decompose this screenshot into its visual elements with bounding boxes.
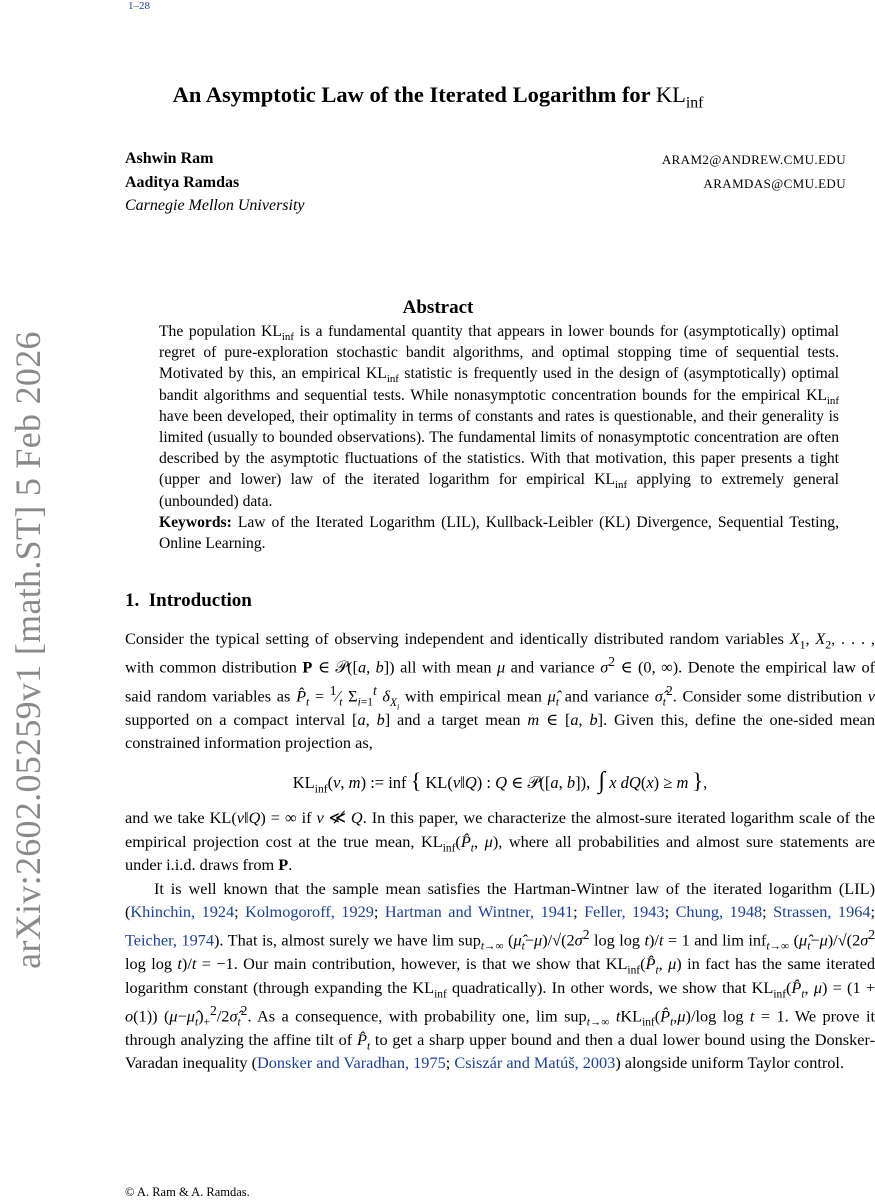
- cite-csiszar-matus[interactable]: Csiszár and Matúš, 2003: [454, 1053, 616, 1073]
- cite-chung[interactable]: Chung, 1948: [675, 901, 763, 921]
- copyright-footer: © A. Ram & A. Ramdas.: [125, 1185, 250, 1199]
- kl-inf-definition-equation: $KL_{inf}(\nu$, m) := inf { KL(ν‖Q) : Q ∈ 𝒫([a, b]), ∫ x dQ(x) ≥ m },: [292, 767, 708, 796]
- cite-donsker-varadhan[interactable]: Donsker and Varadhan, 1975: [257, 1053, 446, 1073]
- title-text: An Asymptotic Law of the Iterated Logarithm for: [172, 82, 656, 107]
- abstract-body: The population $KL_{inf}$ is a fundamental quantity that appears in lower bounds for (asymptotically) optimal regret of pure-exploration stochastic bandit algorithms, and optimal stopping time of sequential tests. Motivated by this, an empirical $KL_{inf}$ statistic is frequently used in the design of (asymptotically) optimal bandit algorithms and sequential tests. While nonasymptotic concentration bounds for the empirical $KL_{inf}$ have been developed, their optimality in terms of constants and rates is questionable, and their generality is limited (usually to bounded observations). The fundamental limits of nonasymptotic concentration are often described by the asymptotic fluctuations of the statistics. With that motivation, this paper presents a tight (upper and lower) law of the iterated logarithm for empirical $KL_{inf}$ applying to extremely general (unbounded) data. Keywords: Law of the Iterated Logarithm (LIL), Kullback-Leibler (KL) Divergence, Sequential Testing, Online Learning.: [159, 321, 839, 554]
- author-email-2[interactable]: ARAMDAS@CMU.EDU: [703, 176, 846, 191]
- intro-paragraph-1: Consider the typical setting of observing independent and identically distributed random variables $X_1$, $X_2$, . . . , with common distribution P ∈ 𝒫([a, b]) all with mean μ and variance $\sigma^2$ ∈ (0, ∞). Denote the empirical law of said random variables as $P̂_t$ = $^1⁄_t$ $\Sigma_{i=1}^t$ $\delta_{X_i}$ with empirical mean $\mû_t$ and variance $\sigmâ_t^2$. Consider some distribution ν supported on a compact interval [a, b] and a target mean m ∈ [a, b]. Given this, define the one-sided mean constrained information projection as,: [125, 629, 875, 753]
- title-kl-symbol: $KL_{inf}$: [655, 82, 704, 112]
- intro-body: [125, 627, 875, 1075]
- cite-khinchin[interactable]: Khinchin, 1924: [130, 901, 235, 921]
- arxiv-identifier: arXiv:2602.05259v1 [math.ST] 5 Feb 2026: [8, 331, 48, 969]
- author-email-1[interactable]: ARAM2@ANDREW.CMU.EDU: [661, 152, 846, 167]
- cite-teicher[interactable]: Teicher, 1974: [125, 930, 215, 950]
- abstract-heading: Abstract: [402, 297, 474, 318]
- author-name-2: Aaditya Ramdas: [125, 174, 240, 191]
- affiliation: Carnegie Mellon University: [125, 197, 305, 214]
- intro-paragraph-3: It is well known that the sample mean satisfies the Hartman-Wintner law of the iterated logarithm (LIL) (Khinchin, 1924; Kolmogoroff, 1929; Hartman and Wintner, 1941; Feller, 1943; Chung, 1948; Strassen, 1964; Teicher, 1974). That is, almost surely we have lim sup$_{t\to\infty}$ $(\mû_t-\mu)/√(2\sigma^2$ log log t)/t = 1 and lim inf$_{t\to\infty}$ $(\mû_t-\mu)/√(2\sigma^2$ log log t)/t = −1. Our main contribution, however, is that we show that $KL_{inf}(P̂_t$, μ) in fact has the same iterated logarithm constant (through expanding the $KL_{inf}$ quadratically). In other words, we show that $KL_{inf}(P̂_t$, μ) = (1 + o(1)) $(\mu-\mû_t)_+^2/2\sigmâ_t^2$. As a consequence, with probability one, lim sup$_{t\to\infty}$ $tKL_{inf}(P̂_t,\mu)/\log$ log t = 1. We prove it through analyzing the affine tilt of $P̂_t$ to get a sharp upper bound and then a dual lower bound using the Donsker-Varadan inequality (Donsker and Varadhan, 1975; Csiszár and Matúš, 2003) alongside uniform Taylor control.: [125, 878, 875, 1073]
- intro-paragraph-2: and we take KL(ν‖Q) = ∞ if ν ≪̸ Q. In this paper, we characterize the almost-sure iterated logarithm scale of the empirical projection cost at the true mean, $KL_{inf}(P̂_t$, μ), where all probabilities and almost sure statements are under i.i.d. draws from P.: [125, 808, 875, 875]
- page-range[interactable]: 1–28: [128, 0, 150, 12]
- keywords: Keywords: Law of the Iterated Logarithm (LIL), Kullback-Leibler (KL) Divergence, Sequential Testing, Online Learning.: [159, 513, 839, 553]
- author-name-1: Ashwin Ram: [125, 150, 214, 167]
- cite-hartman-wintner[interactable]: Hartman and Wintner, 1941: [384, 901, 574, 921]
- cite-kolmogoroff[interactable]: Kolmogoroff, 1929: [245, 901, 374, 921]
- paper-title: [125, 82, 751, 112]
- cite-feller[interactable]: Feller, 1943: [584, 901, 665, 921]
- section-heading: 1. Introduction: [125, 590, 252, 611]
- cite-strassen[interactable]: Strassen, 1964: [773, 901, 871, 921]
